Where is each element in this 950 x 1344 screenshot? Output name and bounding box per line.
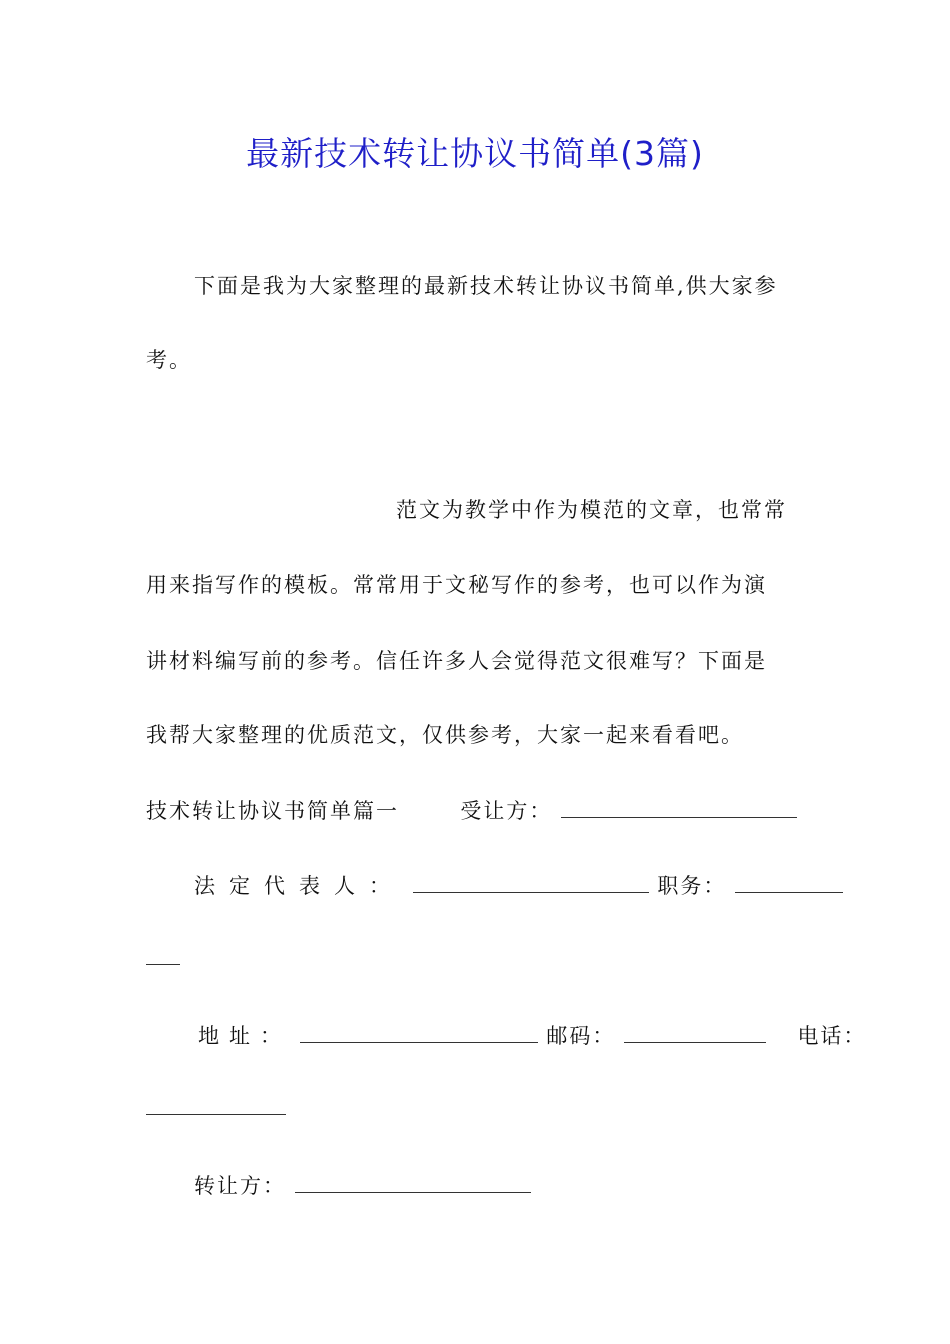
transferor-label: 转让方： [194, 1174, 286, 1198]
address-row [198, 1020, 866, 1050]
intro-line-2: 考。 [146, 348, 192, 372]
legal-rep-label: 法定代表人： [194, 874, 404, 898]
document-title: 最新技术转让协议书简单(3篇) [246, 134, 704, 173]
position-blank [735, 872, 843, 893]
paragraph-line-4: 我帮大家整理的优质范文，仅供参考，大家一起来看看吧。 [146, 723, 744, 747]
phone-label: 电话： [797, 1024, 867, 1048]
section-heading-row [146, 795, 797, 825]
assignee-label: 受让方： [460, 799, 553, 823]
intro-line-1: 下面是我为大家整理的最新技术转让协议书简单,供大家参 [194, 274, 778, 298]
assignee-blank [561, 797, 797, 818]
paragraph-line-1: 范文为教学中作为模范的文章，也常常 [396, 498, 787, 522]
postcode-blank [624, 1022, 766, 1043]
position-blank-continued [146, 944, 180, 965]
paragraph-line-3: 讲材料编写前的参考。信任许多人会觉得范文很难写？下面是 [146, 649, 767, 673]
phone-blank-row [146, 1094, 286, 1120]
legal-rep-blank [413, 872, 649, 893]
paragraph-line-2: 用来指写作的模板。常常用于文秘写作的参考，也可以作为演 [146, 573, 767, 597]
section-heading: 技术转让协议书简单篇一 [146, 799, 399, 823]
address-label: 地址： [198, 1024, 291, 1048]
address-blank [300, 1022, 538, 1043]
position-blank-continued-row [146, 944, 180, 970]
position-label: 职务： [657, 874, 727, 898]
legal-rep-row [194, 870, 843, 900]
transferor-row [194, 1170, 531, 1200]
phone-blank [146, 1094, 286, 1115]
transferor-blank [295, 1172, 531, 1193]
postcode-label: 邮码： [546, 1024, 616, 1048]
